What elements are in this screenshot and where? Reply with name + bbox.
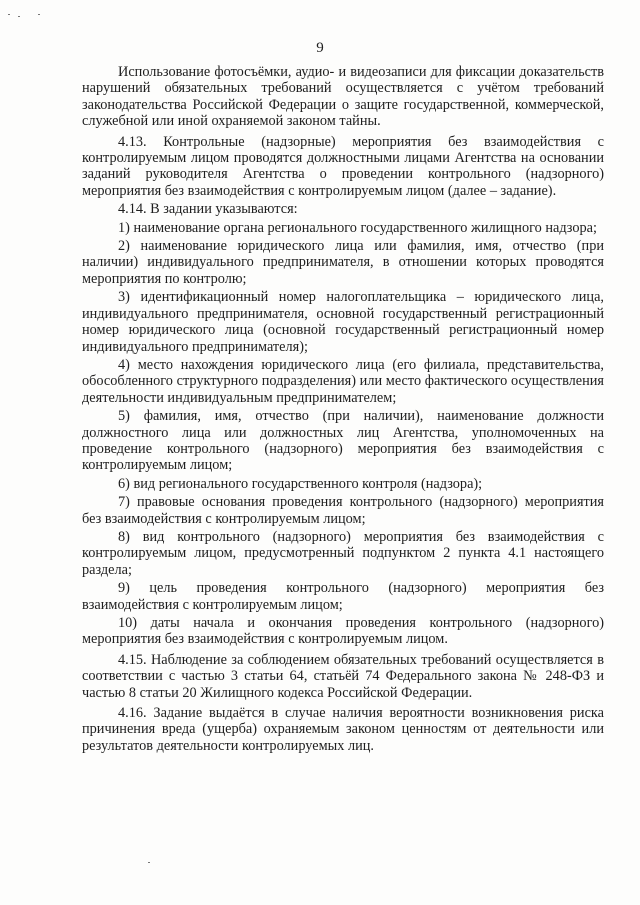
scan-speck xyxy=(8,14,10,15)
list-item: 7) правовые основания проведения контрольного (надзорного) мероприятия без взаимодействия с контролируемым лицом; xyxy=(82,494,604,527)
scan-speck xyxy=(148,862,150,863)
list-item: 5) фамилия, имя, отчество (при наличии), наименование должности должностного лица или должностных лиц Агентства, уполномоченных на проведение контрольного (надзорного) мероприятия без взаимодействия с контролируемым лицом; xyxy=(82,408,604,474)
list-item: 8) вид контрольного (надзорного) мероприятия без взаимодействия с контролируемым лицом, предусмотренный подпунктом 2 пункта 4.1 настоящего раздела; xyxy=(82,528,604,578)
list-item: 10) даты начала и окончания проведения контрольного (надзорного) мероприятия без взаимодействия с контролируемым лицом. xyxy=(82,615,604,648)
paragraph: Использование фотосъёмки, аудио- и видеозаписи для фиксации доказательств нарушений обязательных требований осуществляется с учётом требований законодательства Российской Федерации о защите государственной, коммерческой, служебной или иной охраняемой законом тайны. xyxy=(82,64,604,130)
list-item: 4) место нахождения юридического лица (его филиала, представительства, обособленного структурного подразделения) или место фактического осуществления деятельности индивидуальным предпринимателем; xyxy=(82,356,604,406)
list-item: 6) вид регионального государственного контроля (надзора); xyxy=(118,475,483,492)
document-body xyxy=(82,64,604,754)
scan-speck xyxy=(38,14,40,15)
list-item: 2) наименование юридического лица или фамилия, имя, отчество (при наличии) индивидуального предпринимателя, в отношении которых проводятся мероприятия по контролю; xyxy=(82,238,604,287)
list-item: 1) наименование органа регионального государственного жилищного надзора; xyxy=(118,219,597,236)
list-item: 3) идентификационный номер налогоплательщика – юридического лица, индивидуального предпринимателя, основной государственный регистрационный номер юридического лица (основной государственный регистрационный номер индивидуального предпринимателя); xyxy=(82,289,604,355)
paragraph: 4.16. Задание выдаётся в случае наличия вероятности возникновения риска причинения вреда (ущерба) охраняемым законом ценностям от деятельности или результатов деятельности контролируемых лиц. xyxy=(82,705,604,754)
paragraph: 4.13. Контрольные (надзорные) мероприятия без взаимодействия с контролируемым лицом проводятся должностными лицами Агентства на основании заданий руководителя Агентства о проведении контрольного (надзорного) мероприятия без взаимодействия с контролируемым лицом (далее – задание). xyxy=(82,133,604,199)
list-item: 9) цель проведения контрольного (надзорного) мероприятия без взаимодействия с контролируемым лицом; xyxy=(82,580,604,613)
paragraph: 4.14. В задании указываются: xyxy=(118,201,298,218)
paragraph: 4.15. Наблюдение за соблюдением обязательных требований осуществляется в соответствии с частью 3 статьи 64, статьёй 74 Федерального закона № 248-ФЗ и частью 8 статьи 20 Жилищного кодекса Российской Федерации. xyxy=(82,651,604,701)
scan-speck xyxy=(18,16,20,17)
page-number: 9 xyxy=(316,40,324,56)
